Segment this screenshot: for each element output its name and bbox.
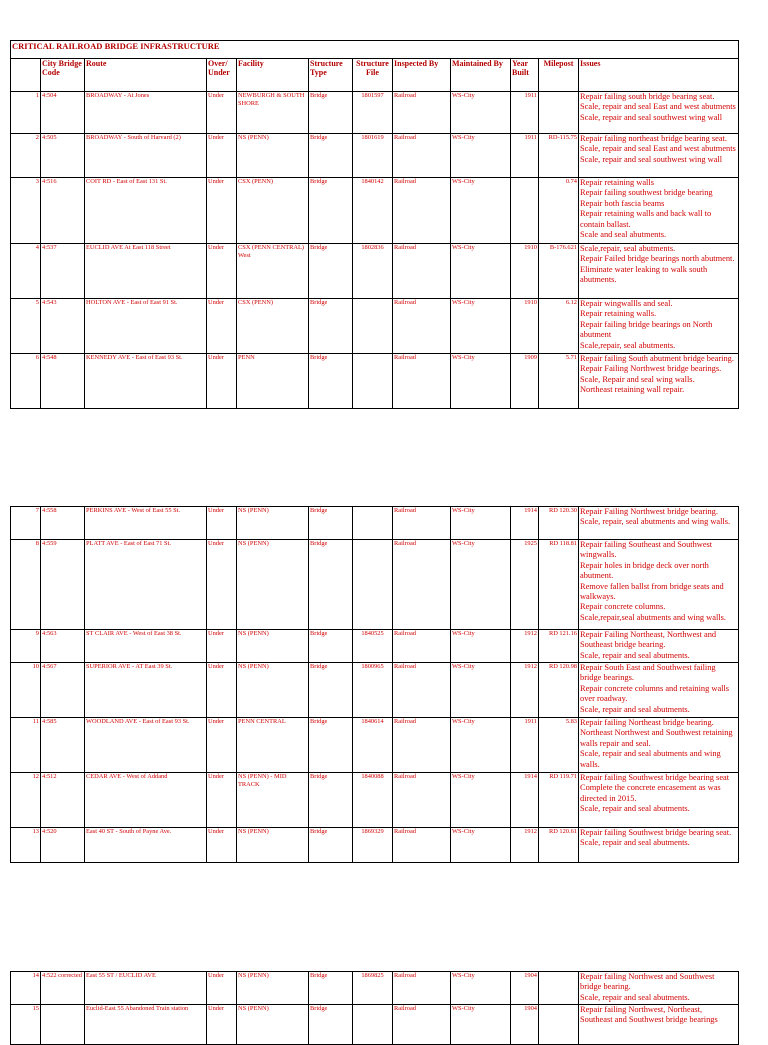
cell-route: Euclid-East 55 Abandoned Train station bbox=[85, 1005, 207, 1045]
cell-issues bbox=[579, 92, 739, 134]
cell-year-built: 1911 bbox=[511, 134, 539, 178]
cell-milepost: RD 118.81 bbox=[539, 540, 579, 630]
cell-city-bridge-code: 4:516 bbox=[41, 178, 85, 244]
cell-inspected-by: Railroad bbox=[393, 244, 451, 299]
cell-year-built: 1914 bbox=[511, 507, 539, 540]
issue-line: Complete the concrete encasement as was directed in 2015. bbox=[580, 783, 721, 803]
cell-maintained-by: WS-City bbox=[451, 1005, 511, 1045]
cell-maintained-by: WS-City bbox=[451, 718, 511, 773]
issue-line: Scale, repair and seal southwest wing wall bbox=[580, 112, 723, 122]
cell-facility: CSX (PENN) bbox=[237, 178, 309, 244]
table-row bbox=[11, 630, 739, 663]
cell-over-under: Under bbox=[207, 663, 237, 718]
cell-route: PERKINS AVE - West of East 55 St. bbox=[85, 507, 207, 540]
cell-structure-type: Bridge bbox=[309, 299, 353, 354]
header-over-under: Over/ Under bbox=[207, 59, 237, 92]
cell-milepost bbox=[539, 972, 579, 1005]
cell-facility: PENN bbox=[237, 354, 309, 409]
cell-maintained-by: WS-City bbox=[451, 178, 511, 244]
cell-city-bridge-code: 4:567 bbox=[41, 663, 85, 718]
cell-issues bbox=[579, 773, 739, 828]
cell-structure-file bbox=[353, 540, 393, 630]
cell-facility: CSX (PENN) bbox=[237, 299, 309, 354]
cell-facility: NS (PENN) bbox=[237, 630, 309, 663]
cell-maintained-by: WS-City bbox=[451, 507, 511, 540]
table-row bbox=[11, 773, 739, 828]
cell-facility: NS (PENN) bbox=[237, 1005, 309, 1045]
issue-line: Scale, repair and seal East and west abutments bbox=[580, 144, 736, 154]
issue-line: Scale, repair and seal abutments. bbox=[580, 838, 690, 848]
cell-milepost: RD 120.98 bbox=[539, 663, 579, 718]
cell-facility: NS (PENN) bbox=[237, 663, 309, 718]
cell-milepost bbox=[539, 92, 579, 134]
header-issues: Issues bbox=[579, 59, 739, 92]
cell-issues bbox=[579, 178, 739, 244]
cell-over-under: Under bbox=[207, 244, 237, 299]
cell-facility: NS (PENN) - MID TRACK bbox=[237, 773, 309, 828]
cell-structure-type: Bridge bbox=[309, 354, 353, 409]
cell-structure-file bbox=[353, 507, 393, 540]
issue-line: Repair failing Northwest, Northeast, bbox=[580, 1005, 703, 1014]
cell-inspected-by: Railroad bbox=[393, 828, 451, 863]
cell-structure-type: Bridge bbox=[309, 718, 353, 773]
cell-facility: NS (PENN) bbox=[237, 540, 309, 630]
cell-structure-type: Bridge bbox=[309, 972, 353, 1005]
cell-row-number: 6 bbox=[11, 354, 41, 409]
issue-line: Remove fallen ballst from bridge seats and walkways. bbox=[580, 581, 724, 602]
cell-row-number: 2 bbox=[11, 134, 41, 178]
issue-line: Scale, repair and seal abutments. bbox=[580, 804, 690, 814]
header-maintained-by: Maintained By bbox=[451, 59, 511, 92]
cell-inspected-by: Railroad bbox=[393, 354, 451, 409]
cell-year-built bbox=[511, 178, 539, 244]
cell-city-bridge-code: 4:558 bbox=[41, 507, 85, 540]
table-row bbox=[11, 354, 739, 409]
cell-row-number: 11 bbox=[11, 718, 41, 773]
cell-city-bridge-code: 4:543 bbox=[41, 299, 85, 354]
cell-inspected-by: Railroad bbox=[393, 718, 451, 773]
issue-line: Repair concrete columns and retaining walls over roadway. bbox=[580, 683, 730, 704]
cell-milepost: RD 119.71 bbox=[539, 773, 579, 828]
cell-issues bbox=[579, 663, 739, 718]
cell-issues bbox=[579, 354, 739, 409]
issue-line: Repair retaining walls and back wall to contain ballast. bbox=[580, 209, 712, 229]
cell-inspected-by: Railroad bbox=[393, 972, 451, 1005]
cell-route: CEDAR AVE - West of Addand bbox=[85, 773, 207, 828]
cell-over-under: Under bbox=[207, 972, 237, 1005]
cell-over-under: Under bbox=[207, 540, 237, 630]
issue-line: Repair failing Southwest bridge bearing seat. bbox=[580, 828, 732, 837]
cell-structure-type: Bridge bbox=[309, 1005, 353, 1045]
issue-line: Scale, repair and seal abutments and wing walls. bbox=[580, 749, 721, 769]
cell-row-number: 13 bbox=[11, 828, 41, 863]
cell-row-number: 8 bbox=[11, 540, 41, 630]
cell-row-number: 1 bbox=[11, 92, 41, 134]
issue-line: Repair retaining walls. bbox=[580, 309, 657, 319]
cell-route: PLATT AVE - East of East 71 St. bbox=[85, 540, 207, 630]
cell-row-number: 3 bbox=[11, 178, 41, 244]
cell-row-number: 12 bbox=[11, 773, 41, 828]
cell-maintained-by: WS-City bbox=[451, 663, 511, 718]
cell-facility: PENN CENTRAL bbox=[237, 718, 309, 773]
cell-issues bbox=[579, 244, 739, 299]
cell-city-bridge-code: 4:522 corrected bbox=[41, 972, 85, 1005]
issue-line: Repair Failing Northeast, Northwest and Southeast bridge bearing. bbox=[580, 630, 717, 650]
cell-structure-type: Bridge bbox=[309, 773, 353, 828]
cell-over-under: Under bbox=[207, 299, 237, 354]
cell-structure-file: 1801619 bbox=[353, 134, 393, 178]
cell-row-number: 9 bbox=[11, 630, 41, 663]
header-structure-file: Structure File bbox=[353, 59, 393, 92]
cell-inspected-by: Railroad bbox=[393, 540, 451, 630]
cell-route: BROADWAY - South of Harvard (2) bbox=[85, 134, 207, 178]
cell-facility: NS (PENN) bbox=[237, 828, 309, 863]
cell-inspected-by: Railroad bbox=[393, 773, 451, 828]
table-row bbox=[11, 828, 739, 863]
cell-issues bbox=[579, 828, 739, 863]
cell-maintained-by: WS-City bbox=[451, 92, 511, 134]
cell-year-built: 1925 bbox=[511, 540, 539, 630]
cell-milepost: 5.71 bbox=[539, 354, 579, 409]
cell-facility: NEWBURGH & SOUTH SHORE bbox=[237, 92, 309, 134]
header-milepost: Milepost bbox=[539, 59, 579, 92]
table-row bbox=[11, 507, 739, 540]
header-structure-type: Structure Type bbox=[309, 59, 353, 92]
cell-year-built: 1904 bbox=[511, 972, 539, 1005]
issue-line: Repair wingwallls and seal. bbox=[580, 299, 673, 308]
issue-line: Scale, repair and seal East and west abutments bbox=[580, 102, 736, 112]
issue-line: Repair failing southwest bridge bearing bbox=[580, 188, 713, 198]
cell-maintained-by: WS-City bbox=[451, 134, 511, 178]
issue-line: Scale, repair and seal abutments. bbox=[580, 650, 690, 660]
header-inspected-by: Inspected By bbox=[393, 59, 451, 92]
cell-structure-file: 1840088 bbox=[353, 773, 393, 828]
cell-issues bbox=[579, 540, 739, 630]
cell-over-under: Under bbox=[207, 134, 237, 178]
issue-line: Scale, repair and seal abutments. bbox=[580, 704, 690, 714]
cell-structure-type: Bridge bbox=[309, 507, 353, 540]
cell-inspected-by: Railroad bbox=[393, 663, 451, 718]
cell-maintained-by: WS-City bbox=[451, 354, 511, 409]
cell-route: East 55 ST / EUCLID AVE bbox=[85, 972, 207, 1005]
cell-maintained-by: WS-City bbox=[451, 773, 511, 828]
issue-line: Northeast retaining wall repair. bbox=[580, 385, 685, 395]
cell-inspected-by: Railroad bbox=[393, 134, 451, 178]
cell-maintained-by: WS-City bbox=[451, 540, 511, 630]
issue-line: Scale,repair,seal abutments and wing walls. bbox=[580, 612, 726, 622]
issue-line: Southeast and Southwest bridge bearings bbox=[580, 1015, 718, 1025]
cell-year-built: 1912 bbox=[511, 663, 539, 718]
table-row bbox=[11, 178, 739, 244]
cell-over-under: Under bbox=[207, 773, 237, 828]
cell-structure-file bbox=[353, 1005, 393, 1045]
cell-over-under: Under bbox=[207, 178, 237, 244]
table-row bbox=[11, 540, 739, 630]
cell-year-built: 1910 bbox=[511, 244, 539, 299]
cell-facility: NS (PENN) bbox=[237, 507, 309, 540]
cell-inspected-by: Railroad bbox=[393, 630, 451, 663]
issue-line: Repair holes in bridge deck over north abutment. bbox=[580, 560, 709, 581]
issue-line: Repair failing South abutment bridge bearing. bbox=[580, 354, 734, 363]
cell-maintained-by: WS-City bbox=[451, 828, 511, 863]
issue-line: Scale and seal abutments. bbox=[580, 230, 667, 240]
issue-line: Scale,repair, seal abutments. bbox=[580, 244, 676, 253]
issue-line: Eliminate water leaking to walk south abutments. bbox=[580, 264, 708, 285]
issue-line: Repair failing Southwest bridge bearing seat bbox=[580, 773, 730, 782]
table-row bbox=[11, 92, 739, 134]
issue-line: Repair both fascia beams bbox=[580, 198, 665, 208]
table-row bbox=[11, 663, 739, 718]
cell-structure-type: Bridge bbox=[309, 244, 353, 299]
cell-inspected-by: Railroad bbox=[393, 178, 451, 244]
cell-over-under: Under bbox=[207, 354, 237, 409]
issue-line: Scale,repair, seal abutments. bbox=[580, 340, 676, 350]
cell-over-under: Under bbox=[207, 630, 237, 663]
cell-milepost: 6.12 bbox=[539, 299, 579, 354]
cell-city-bridge-code: 4:563 bbox=[41, 630, 85, 663]
cell-milepost: RD 120.61 bbox=[539, 828, 579, 863]
cell-city-bridge-code bbox=[41, 1005, 85, 1045]
table-row bbox=[11, 299, 739, 354]
table-row bbox=[11, 1005, 739, 1045]
cell-year-built: 1909 bbox=[511, 354, 539, 409]
cell-structure-type: Bridge bbox=[309, 540, 353, 630]
cell-row-number: 5 bbox=[11, 299, 41, 354]
issue-line: Repair failing Northeast bridge bearing. bbox=[580, 718, 714, 727]
cell-over-under: Under bbox=[207, 507, 237, 540]
cell-facility: NS (PENN) bbox=[237, 134, 309, 178]
header-row-number bbox=[11, 59, 41, 92]
cell-city-bridge-code: 4:504 bbox=[41, 92, 85, 134]
issue-line: Repair failing Northwest and Southwest bridge bearing. bbox=[580, 972, 715, 992]
cell-structure-file: 1801597 bbox=[353, 92, 393, 134]
cell-structure-file bbox=[353, 354, 393, 409]
cell-over-under: Under bbox=[207, 718, 237, 773]
cell-issues bbox=[579, 972, 739, 1005]
cell-over-under: Under bbox=[207, 1005, 237, 1045]
cell-structure-type: Bridge bbox=[309, 663, 353, 718]
cell-structure-type: Bridge bbox=[309, 828, 353, 863]
bridge-table-section-2 bbox=[10, 506, 739, 863]
issue-line: Repair failing south bridge bearing seat. bbox=[580, 92, 715, 101]
cell-issues bbox=[579, 299, 739, 354]
cell-milepost: B-176.621 bbox=[539, 244, 579, 299]
cell-city-bridge-code: 4:537 bbox=[41, 244, 85, 299]
cell-year-built: 1912 bbox=[511, 630, 539, 663]
bridge-table-section-1 bbox=[10, 40, 739, 409]
cell-over-under: Under bbox=[207, 92, 237, 134]
cell-city-bridge-code: 4:505 bbox=[41, 134, 85, 178]
cell-structure-type: Bridge bbox=[309, 630, 353, 663]
cell-year-built: 1912 bbox=[511, 828, 539, 863]
cell-structure-file: 1840525 bbox=[353, 630, 393, 663]
header-city-code: City Bridge Code bbox=[41, 59, 85, 92]
issue-line: Scale, Repair and seal wing walls. bbox=[580, 374, 695, 384]
cell-milepost: 5.83 bbox=[539, 718, 579, 773]
header-route: Route bbox=[85, 59, 207, 92]
table-row bbox=[11, 244, 739, 299]
issue-line: Scale, repair and seal abutments. bbox=[580, 992, 690, 1002]
cell-route: EUCLID AVE At East 118 Street bbox=[85, 244, 207, 299]
issue-line: Repair Failing Northwest bridge bearings. bbox=[580, 364, 722, 374]
cell-route: BROADWAY - At Jones bbox=[85, 92, 207, 134]
issue-line: Repair Failed bridge bearings north abutment. bbox=[580, 254, 735, 264]
cell-row-number: 15 bbox=[11, 1005, 41, 1045]
cell-facility: NS (PENN) bbox=[237, 972, 309, 1005]
cell-maintained-by: WS-City bbox=[451, 299, 511, 354]
issue-line: Repair failing bridge bearings on North abutment bbox=[580, 319, 713, 340]
cell-structure-file: 1800965 bbox=[353, 663, 393, 718]
issue-line: Scale, repair and seal southwest wing wall bbox=[580, 154, 723, 164]
cell-route: SUPERIOR AVE - AT East 39 St. bbox=[85, 663, 207, 718]
cell-maintained-by: WS-City bbox=[451, 244, 511, 299]
cell-structure-type: Bridge bbox=[309, 178, 353, 244]
cell-inspected-by: Railroad bbox=[393, 299, 451, 354]
cell-row-number: 10 bbox=[11, 663, 41, 718]
cell-city-bridge-code: 4:548 bbox=[41, 354, 85, 409]
cell-inspected-by: Railroad bbox=[393, 507, 451, 540]
cell-milepost: RD 121.16 bbox=[539, 630, 579, 663]
issue-line: Repair failing Southeast and Southwest wingwalls. bbox=[580, 540, 713, 560]
cell-structure-type: Bridge bbox=[309, 92, 353, 134]
cell-issues bbox=[579, 718, 739, 773]
issue-line: Repair Failing Northwest bridge bearing. bbox=[580, 507, 718, 516]
cell-structure-type: Bridge bbox=[309, 134, 353, 178]
table-title: CRITICAL RAILROAD BRIDGE INFRASTRUCTURE bbox=[11, 41, 739, 59]
cell-structure-file: 1840614 bbox=[353, 718, 393, 773]
cell-route: HOLTON AVE - East of East 91 St. bbox=[85, 299, 207, 354]
cell-year-built: 1914 bbox=[511, 773, 539, 828]
cell-structure-file: 1869825 bbox=[353, 972, 393, 1005]
cell-route: ST CLAIR AVE - West of East 38 St. bbox=[85, 630, 207, 663]
cell-milepost: RD-115.75 bbox=[539, 134, 579, 178]
table-row bbox=[11, 718, 739, 773]
cell-milepost: RD 120.30 bbox=[539, 507, 579, 540]
cell-row-number: 4 bbox=[11, 244, 41, 299]
header-year-built: Year Built bbox=[511, 59, 539, 92]
cell-milepost: 0.74 bbox=[539, 178, 579, 244]
cell-city-bridge-code: 4:585 bbox=[41, 718, 85, 773]
issue-line: Repair South East and Southwest failing bridge bearings. bbox=[580, 663, 716, 683]
header-facility: Facility bbox=[237, 59, 309, 92]
cell-year-built: 1911 bbox=[511, 92, 539, 134]
cell-milepost bbox=[539, 1005, 579, 1045]
cell-issues bbox=[579, 1005, 739, 1045]
cell-maintained-by: WS-City bbox=[451, 630, 511, 663]
cell-structure-file: 1869329 bbox=[353, 828, 393, 863]
cell-row-number: 14 bbox=[11, 972, 41, 1005]
cell-issues bbox=[579, 134, 739, 178]
cell-inspected-by: Railroad bbox=[393, 92, 451, 134]
cell-inspected-by: Railroad bbox=[393, 1005, 451, 1045]
cell-city-bridge-code: 4:559 bbox=[41, 540, 85, 630]
issue-line: Scale, repair, seal abutments and wing walls. bbox=[580, 517, 731, 527]
cell-issues bbox=[579, 507, 739, 540]
bridge-table-section-3 bbox=[10, 971, 739, 1045]
cell-year-built: 1910 bbox=[511, 299, 539, 354]
cell-facility: CSX (PENN CENTRAL) West bbox=[237, 244, 309, 299]
issue-line: Repair retaining walls bbox=[580, 178, 654, 187]
cell-maintained-by: WS-City bbox=[451, 972, 511, 1005]
cell-structure-file: 1802836 bbox=[353, 244, 393, 299]
cell-route: WOODLAND AVE - East of East 93 St. bbox=[85, 718, 207, 773]
cell-route: East 40 ST - South of Payne Ave. bbox=[85, 828, 207, 863]
issue-line: Northeast Northwest and Southwest retaining walls repair and seal. bbox=[580, 728, 733, 748]
cell-row-number: 7 bbox=[11, 507, 41, 540]
cell-issues bbox=[579, 630, 739, 663]
cell-structure-file: 1840142 bbox=[353, 178, 393, 244]
cell-over-under: Under bbox=[207, 828, 237, 863]
issue-line: Repair failing northeast bridge bearing seat. bbox=[580, 134, 727, 143]
cell-route: KENNEDY AVE - East of East 93 St. bbox=[85, 354, 207, 409]
cell-year-built: 1904 bbox=[511, 1005, 539, 1045]
issue-line: Repair concrete columns. bbox=[580, 602, 666, 612]
table-row bbox=[11, 972, 739, 1005]
cell-city-bridge-code: 4:520 bbox=[41, 828, 85, 863]
cell-route: COIT RD - East of East 131 St. bbox=[85, 178, 207, 244]
cell-year-built: 1911 bbox=[511, 718, 539, 773]
cell-structure-file bbox=[353, 299, 393, 354]
cell-city-bridge-code: 4:512 bbox=[41, 773, 85, 828]
table-row bbox=[11, 134, 739, 178]
